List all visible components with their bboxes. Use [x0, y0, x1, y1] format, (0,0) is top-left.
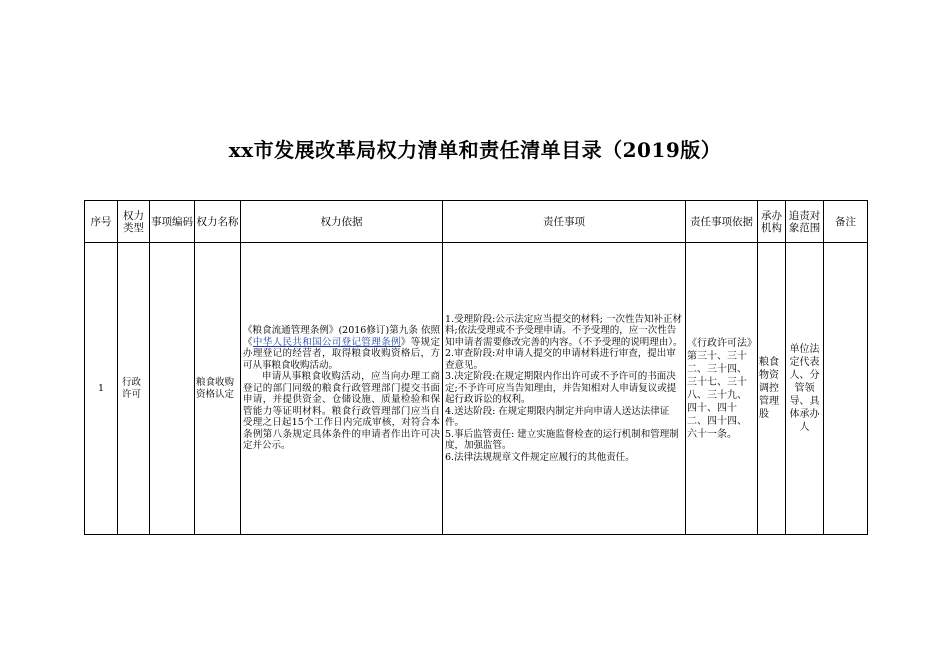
header-note: 备注: [824, 201, 868, 243]
duty-item: 5.事后监管责任: 建立实施监督检查的运行机制和管理制度，加强监管。: [445, 428, 679, 452]
basis-paragraph-2: 申请从事粮食收购活动，应当向办理工商登记的部门同级的粮食行政管理部门提交书面申请，并提供资金、仓储设施、质量检验和保管能力等证明材料。粮食行政管理部门应当自受理之日起15个工作日内完成审核，对符合本条例第八条规定具体条件的申请者作出许可决定并公示。: [243, 371, 440, 452]
duty-item: 2.审查阶段:对申请人提交的申请材料进行审查，提出审查意见。: [445, 348, 676, 371]
header-code: 事项编码: [150, 201, 195, 243]
header-seq: 序号: [85, 201, 118, 243]
header-scope: 追责对象范围: [786, 201, 824, 243]
duty-item: 3.决定阶段:在规定期限内作出许可或不予许可的书面决定;不予许可应当告知理由，并告知相对人申请复议或提起行政诉讼的权利。: [445, 371, 677, 406]
header-basis: 权力依据: [241, 201, 443, 243]
cell-scope: 单位法定代表人、分管领导、具体承办人: [786, 243, 824, 535]
duty-item: 1.受理阶段:公示法定应当提交的材料; 一次性告知补正材料;依法受理或不予受理申请。不予受理的，应一次性告知申请者需要修改完善的内容。（不予受理的说明理由）。: [445, 313, 683, 348]
cell-seq: 1: [85, 243, 118, 535]
cell-code: [150, 243, 195, 535]
table-row: [85, 243, 868, 535]
cell-name: 粮食收购资格认定: [195, 243, 241, 535]
cell-duties: [443, 243, 686, 535]
page-title: xx市发展改革局权力清单和责任清单目录（2019版）: [228, 138, 722, 162]
cell-duty-basis: 《行政许可法》第三十、三十二、三十四、三十七、三十八、三十九、四十、四十二、四十四、六十一条。: [686, 243, 758, 535]
header-name: 权力名称: [195, 201, 241, 243]
power-list-table: [84, 200, 868, 535]
header-duty-basis: 责任事项依据: [686, 201, 758, 243]
cell-type: 行政许可: [118, 243, 150, 535]
duty-item: 6.法律法规规章文件规定应履行的其他责任。: [445, 451, 635, 463]
header-duty: 责任事项: [443, 201, 686, 243]
regulation-link[interactable]: 中华人民共和国公司登记管理条例: [252, 336, 401, 348]
basis-text-2: 》等规定办理登记的经营者，取得粮食收购资格后，方可从事粮食收购活动。: [243, 336, 440, 371]
header-type: 权力类型: [118, 201, 150, 243]
duty-item: 4.送达阶段: 在规定期限内制定并向申请人送达法律证件。: [445, 405, 670, 429]
cell-basis: [241, 243, 443, 535]
cell-note: [824, 243, 868, 535]
basis-text-1: 《粮食流通管理条例》(2016修订)第九条 依照《: [243, 325, 440, 348]
header-org: 承办机构: [758, 201, 786, 243]
cell-org: 粮食物资调控管理股: [758, 243, 786, 535]
header-row: [85, 201, 868, 243]
